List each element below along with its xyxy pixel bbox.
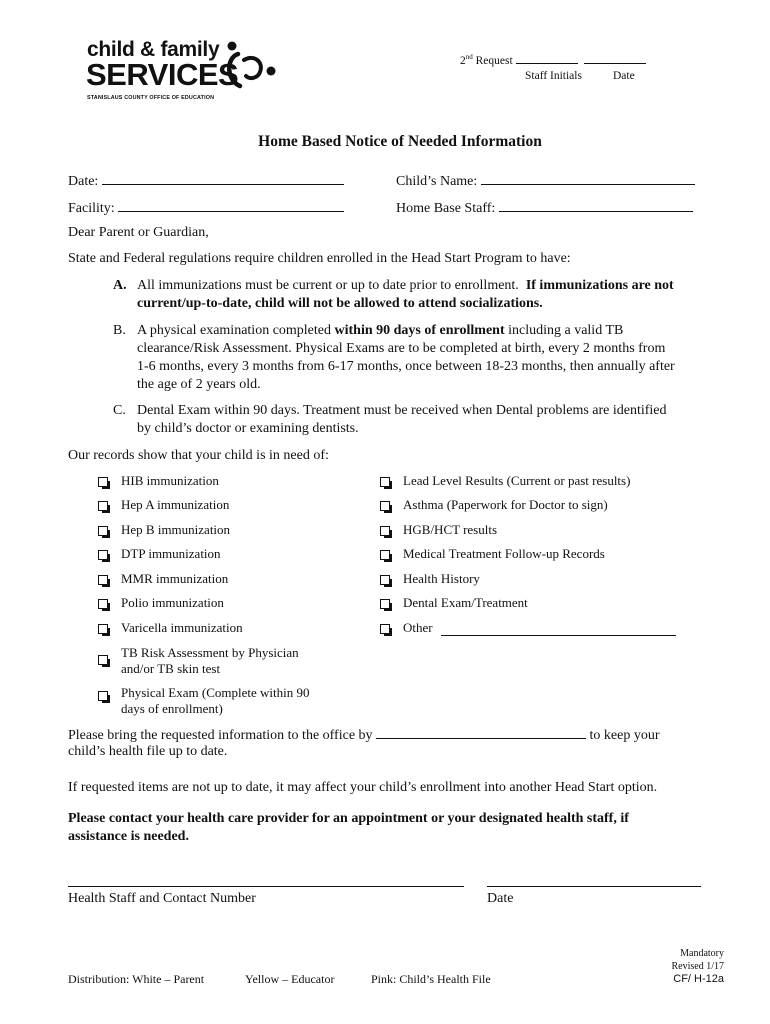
child-name-input[interactable] bbox=[481, 171, 695, 185]
revised-label: Revised 1/17 bbox=[671, 961, 724, 972]
checkbox-health-history[interactable] bbox=[380, 575, 390, 585]
item-tb-risk-line1: TB Risk Assessment by Physician bbox=[121, 645, 299, 660]
contact-line2: assistance is needed. bbox=[68, 829, 189, 844]
affect-notice: If requested items are not up to date, it may affect your child’s enrollment into another Head Start option. bbox=[68, 780, 658, 795]
checkbox-hgb-hct[interactable] bbox=[380, 526, 390, 536]
req-c-marker: C. bbox=[113, 403, 126, 418]
item-asthma: Asthma (Paperwork for Doctor to sign) bbox=[403, 497, 608, 512]
home-base-staff-field bbox=[396, 198, 693, 217]
request-date-label: Date bbox=[613, 70, 635, 82]
logo-swirl-icon bbox=[224, 40, 280, 94]
req-a-line1 bbox=[137, 277, 674, 294]
greeting: Dear Parent or Guardian, bbox=[68, 225, 209, 240]
bring-by-date-input[interactable] bbox=[376, 725, 586, 739]
date-field bbox=[68, 171, 344, 190]
child-name-field bbox=[396, 171, 695, 190]
checkbox-varicella[interactable] bbox=[98, 624, 108, 634]
facility-input[interactable] bbox=[118, 198, 344, 212]
distribution-pink: Pink: Child’s Health File bbox=[371, 972, 491, 986]
checkbox-hib[interactable] bbox=[98, 477, 108, 487]
item-varicella: Varicella immunization bbox=[121, 620, 243, 635]
item-polio: Polio immunization bbox=[121, 595, 224, 610]
req-a-bold2: current/up-to-date, child will not be allowed to attend socializations. bbox=[137, 296, 543, 311]
item-dental-exam: Dental Exam/Treatment bbox=[403, 595, 528, 610]
logo-subtitle: STANISLAUS COUNTY OFFICE OF EDUCATION bbox=[87, 95, 215, 101]
date-label: Date: bbox=[68, 174, 99, 189]
req-b-bold: within 90 days of enrollment bbox=[334, 323, 505, 338]
checkbox-hep-b[interactable] bbox=[98, 526, 108, 536]
item-other: Other bbox=[403, 620, 433, 635]
checkbox-lead-level[interactable] bbox=[380, 477, 390, 487]
mandatory-label: Mandatory bbox=[680, 948, 724, 959]
staff-signature-line[interactable] bbox=[68, 886, 464, 887]
req-c-line1: Dental Exam within 90 days. Treatment must be received when Dental problems are identified bbox=[137, 403, 667, 418]
home-base-staff-label: Home Base Staff: bbox=[396, 201, 496, 216]
intro: State and Federal regulations require children enrolled in the Head Start Program to have: bbox=[68, 251, 571, 266]
other-input[interactable] bbox=[441, 622, 676, 636]
sign-date-label: Date bbox=[487, 891, 514, 906]
sign-date-line[interactable] bbox=[487, 886, 701, 887]
req-b-line1 bbox=[137, 322, 623, 339]
checkbox-medical-treatment[interactable] bbox=[380, 550, 390, 560]
req-c-line2: by child’s doctor or examining dentists. bbox=[137, 421, 359, 436]
checkbox-hep-a[interactable] bbox=[98, 501, 108, 511]
item-hib: HIB immunization bbox=[121, 473, 219, 488]
second-request bbox=[460, 53, 646, 67]
item-lead-level: Lead Level Results (Current or past results) bbox=[403, 473, 631, 488]
facility-label: Facility: bbox=[68, 201, 115, 216]
logo bbox=[86, 38, 286, 108]
checkbox-asthma[interactable] bbox=[380, 501, 390, 511]
page-title: Home Based Notice of Needed Information bbox=[258, 133, 542, 150]
checkbox-mmr[interactable] bbox=[98, 575, 108, 585]
checkbox-physical-exam[interactable] bbox=[98, 691, 108, 701]
req-b-line4: the age of 2 years old. bbox=[137, 377, 261, 392]
item-health-history: Health History bbox=[403, 571, 480, 586]
item-physical-exam-line2: days of enrollment) bbox=[121, 701, 223, 716]
req-b-line3: 1-6 months, every 3 months from 6-17 months, once between 18-23 months, then annually after bbox=[137, 359, 675, 374]
item-physical-exam-line1: Physical Exam (Complete within 90 bbox=[121, 685, 310, 700]
item-medical-treatment: Medical Treatment Follow-up Records bbox=[403, 546, 605, 561]
logo-line1: child & family bbox=[87, 38, 220, 61]
contact-line1: Please contact your health care provider for an appointment or your designated health staff, if bbox=[68, 811, 629, 826]
initials-line[interactable] bbox=[516, 53, 578, 64]
bring-pre: Please bring the requested information to the office by bbox=[68, 728, 373, 743]
item-hgb-hct: HGB/HCT results bbox=[403, 522, 498, 537]
child-name-label: Child’s Name: bbox=[396, 174, 478, 189]
item-hep-b: Hep B immunization bbox=[121, 522, 231, 537]
checkbox-dtp[interactable] bbox=[98, 550, 108, 560]
records-heading: Our records show that your child is in need of: bbox=[68, 448, 329, 463]
request-ordinal: 2 bbox=[460, 55, 466, 67]
distribution-white: Distribution: White – Parent bbox=[68, 972, 205, 986]
bring-post: to keep your bbox=[589, 728, 660, 743]
form-code: CF/ H-12a bbox=[673, 973, 724, 985]
item-dtp: DTP immunization bbox=[121, 546, 221, 561]
date-input[interactable] bbox=[102, 171, 344, 185]
facility-field bbox=[68, 198, 344, 217]
checkbox-dental-exam[interactable] bbox=[380, 599, 390, 609]
request-label: Request bbox=[475, 55, 513, 67]
staff-contact-label: Health Staff and Contact Number bbox=[68, 891, 256, 906]
checkbox-tb-risk[interactable] bbox=[98, 655, 108, 665]
checkbox-other[interactable] bbox=[380, 624, 390, 634]
request-date-line[interactable] bbox=[584, 53, 646, 64]
req-b-pre: A physical examination completed bbox=[137, 323, 332, 338]
req-b-line2: clearance/Risk Assessment. Physical Exams are to be completed at birth, every 2 months from bbox=[137, 341, 666, 356]
req-b-post: including a valid TB bbox=[508, 323, 624, 338]
req-a-text: All immunizations must be current or up to date prior to enrollment. bbox=[137, 278, 519, 293]
bring-line2: child’s health file up to date. bbox=[68, 744, 228, 759]
bring-line1 bbox=[68, 725, 660, 744]
checkbox-polio[interactable] bbox=[98, 599, 108, 609]
req-b-marker: B. bbox=[113, 323, 126, 338]
staff-initials-label: Staff Initials bbox=[525, 70, 582, 82]
item-hep-a: Hep A immunization bbox=[121, 497, 230, 512]
distribution-yellow: Yellow – Educator bbox=[245, 972, 335, 986]
req-a-bold1: If immunizations are not bbox=[525, 278, 674, 293]
request-sup: nd bbox=[465, 53, 473, 62]
req-a-marker: A. bbox=[113, 278, 127, 293]
home-base-staff-input[interactable] bbox=[499, 198, 693, 212]
item-mmr: MMR immunization bbox=[121, 571, 229, 586]
item-tb-risk-line2: and/or TB skin test bbox=[121, 661, 221, 676]
logo-line2: SERVICES bbox=[86, 57, 239, 92]
